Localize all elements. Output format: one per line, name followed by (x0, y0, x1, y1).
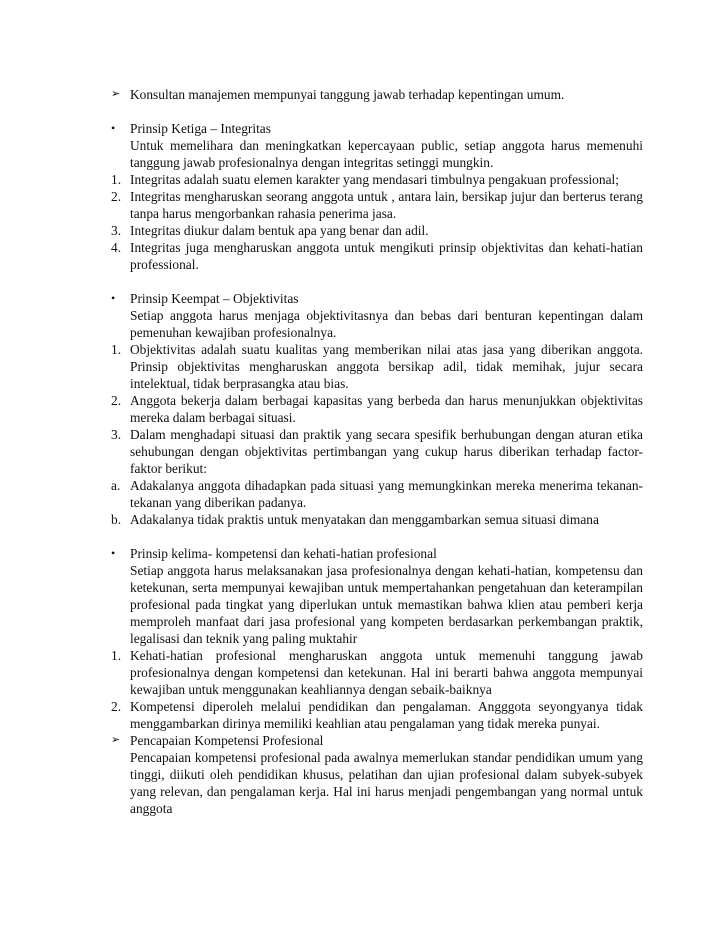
item-text: Pencapaian Kompetensi Profesional (130, 733, 324, 748)
item-text: Integritas adalah suatu elemen karakter yang mendasari timbulnya pengakuan professional; (130, 172, 619, 187)
bullet-heading (111, 290, 643, 307)
numbered-item (111, 239, 643, 273)
numbered-item (111, 511, 643, 528)
list-number: 3. (111, 427, 122, 442)
item-text: Dalam menghadapi situasi dan praktik yang secara spesifik berhubungan dengan aturan etika sehubungan dengan objektivitas pertimbangan yang cukup harus diberikan terhadap factor-faktor berikut: (130, 427, 643, 476)
item-text: Untuk memelihara dan meningkatkan kepercayaan public, setiap anggota harus memenuhi tanggung jawab profesionalnya dengan integritas setinggi mungkin. (130, 138, 643, 170)
list-number: 3. (111, 223, 122, 238)
item-text: Prinsip Ketiga – Integritas (130, 121, 271, 136)
paragraph (111, 562, 643, 647)
bullet-heading (111, 120, 643, 137)
list-number: a. (111, 478, 121, 493)
item-text: Objektivitas adalah suatu kualitas yang memberikan nilai atas jasa yang diberikan anggota. Prinsip objektivitas mengharuskan anggota bersikap adil, tidak memihak, jujur secara intelektual, tidak berprasangka atau bias. (130, 342, 643, 391)
item-text: Kompetensi diperoleh melalui pendidikan dan pengalaman. Angggota seyongyanya tidak menggambarkan dirinya memiliki keahlian atau pengalaman yang tidak mereka punyai. (130, 699, 643, 731)
bullet-icon: • (111, 291, 116, 305)
list-number: 2. (111, 699, 122, 714)
paragraph (111, 749, 643, 817)
arrow-item (111, 732, 643, 749)
numbered-item (111, 188, 643, 222)
arrow-bullet-icon: ➢ (111, 734, 121, 746)
bullet-icon: • (111, 121, 116, 135)
list-number: 4. (111, 240, 122, 255)
item-text: Adakalanya tidak praktis untuk menyatakan dan menggambarkan semua situasi dimana (130, 512, 599, 527)
item-text: Integritas diukur dalam bentuk apa yang benar dan adil. (130, 223, 429, 238)
bullet-icon: • (111, 546, 116, 560)
bullet-heading (111, 545, 643, 562)
arrow-item (111, 86, 643, 103)
item-text: Pencapaian kompetensi profesional pada awalnya memerlukan standar pendidikan umum yang tinggi, diikuti oleh pendidikan khusus, pelatihan dan ujian profesional dalam subyek-subyek yang relevan, dan pengalaman kerja. Hal ini harus menjadi pengembangan yang normal untuk anggota (130, 750, 643, 816)
numbered-item (111, 222, 643, 239)
numbered-item (111, 426, 643, 477)
list-number: 2. (111, 393, 122, 408)
item-text: Adakalanya anggota dihadapkan pada situasi yang memungkinkan mereka menerima tekanan-tekanan yang diberikan padanya. (130, 478, 643, 510)
list-number: 1. (111, 648, 122, 663)
paragraph (111, 137, 643, 171)
item-text: Konsultan manajemen mempunyai tanggung jawab terhadap kepentingan umum. (130, 87, 565, 102)
list-number: 1. (111, 172, 122, 187)
item-text: Prinsip kelima- kompetensi dan kehati-hatian profesional (130, 546, 437, 561)
arrow-bullet-icon: ➢ (111, 88, 121, 100)
numbered-item (111, 477, 643, 511)
item-text: Setiap anggota harus melaksanakan jasa profesionalnya dengan kehati-hatian, kompetensu dan ketekunan, serta mempunyai kewajiban untuk mempertahankan pengetahuan dan keterampilan profesional pada tingkat yang diperlukan untuk memastikan bahwa klien atau pemberi kerja memproleh manfaat dari jasa profesional yang kompeten berdasarkan perkembangan praktik, legalisasi dan teknik yang paling muktahir (130, 563, 643, 646)
list-number: 2. (111, 189, 122, 204)
item-text: Prinsip Keempat – Objektivitas (130, 291, 299, 306)
numbered-item (111, 341, 643, 392)
numbered-item (111, 698, 643, 732)
list-number: 1. (111, 342, 122, 357)
item-text: Anggota bekerja dalam berbagai kapasitas yang berbeda dan harus menunjukkan objektivitas mereka dalam berbagai situasi. (130, 393, 643, 425)
numbered-item (111, 171, 643, 188)
document-page (111, 86, 643, 817)
item-text: Kehati-hatian profesional mengharuskan anggota untuk memenuhi tanggung jawab profesionalnya dengan kompetensi dan ketekunan. Hal ini berarti bahwa anggota mempunyai kewajiban untuk menggunakan keahliannya dengan sebaik-baiknya (130, 648, 643, 697)
numbered-item (111, 647, 643, 698)
item-text: Integritas mengharuskan seorang anggota untuk , antara lain, bersikap jujur dan berterus terang tanpa harus mengorbankan rahasia penerima jasa. (130, 189, 643, 221)
list-number: b. (111, 512, 122, 527)
item-text: Integritas juga mengharuskan anggota untuk mengikuti prinsip objektivitas dan kehati-hatian professional. (130, 240, 643, 272)
item-text: Setiap anggota harus menjaga objektivitasnya dan bebas dari benturan kepentingan dalam pemenuhan kewajiban profesionalnya. (130, 308, 643, 340)
paragraph (111, 307, 643, 341)
numbered-item (111, 392, 643, 426)
